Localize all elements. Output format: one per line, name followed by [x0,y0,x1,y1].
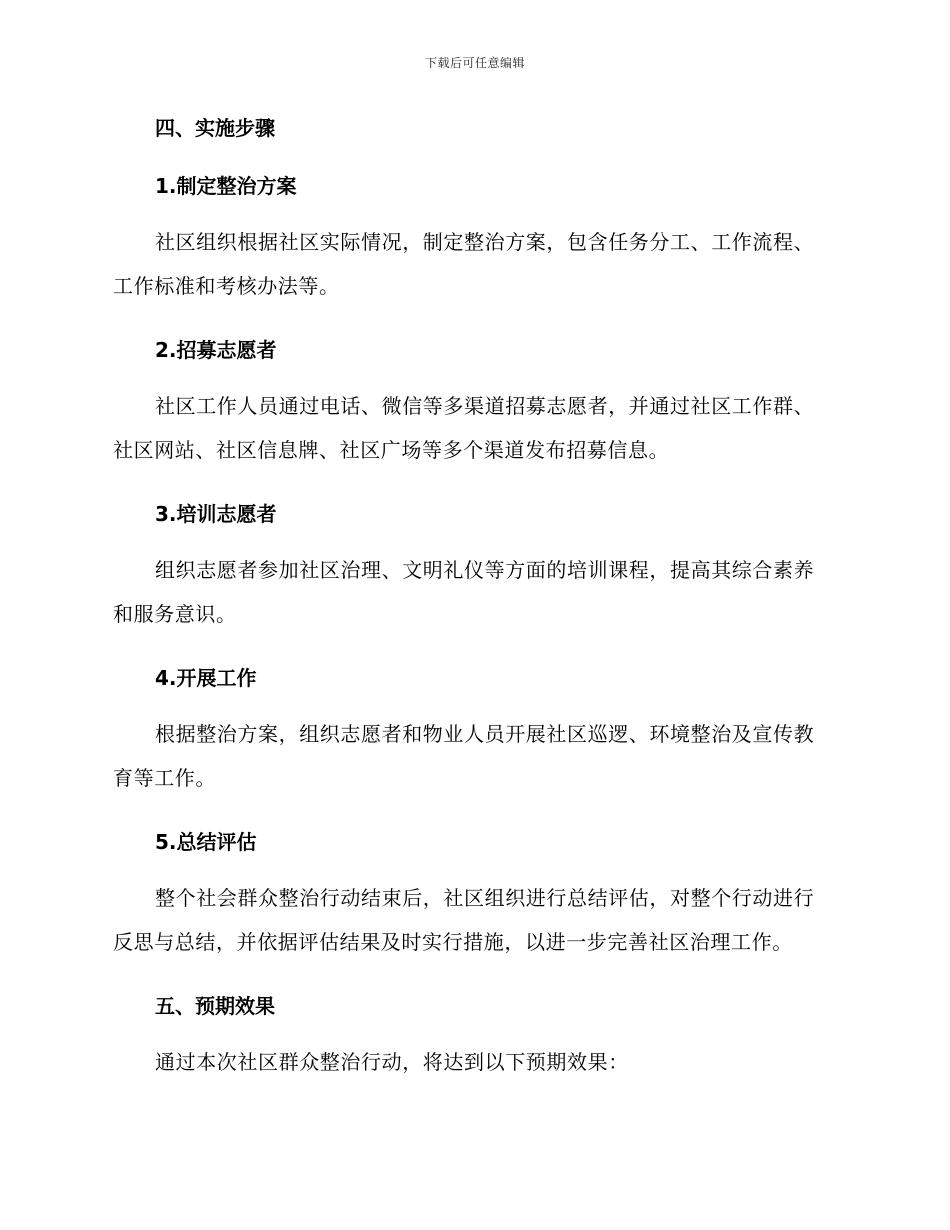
step-2-paragraph: 社区工作人员通过电话、微信等多渠道招募志愿者，并通过社区工作群、社区网站、社区信息牌、社区广场等多个渠道发布招募信息。 [113,394,815,462]
step-4-heading: 4.开展工作 [155,666,257,690]
section-heading-expected-effects: 五、预期效果 [155,994,275,1018]
page-header-note: 下载后可任意编辑 [424,56,525,70]
step-2-heading: 2.招募志愿者 [155,338,277,362]
section-heading-implementation-steps: 四、实施步骤 [155,116,275,140]
step-3-heading: 3.培训志愿者 [155,502,277,526]
step-1-heading: 1.制定整治方案 [155,174,297,198]
step-3-paragraph: 组织志愿者参加社区治理、文明礼仪等方面的培训课程，提高其综合素养和服务意识。 [113,558,815,626]
step-5-paragraph: 整个社会群众整治行动结束后，社区组织进行总结评估，对整个行动进行反思与总结，并依据评估结果及时实行措施，以进一步完善社区治理工作。 [113,886,815,954]
step-4-paragraph: 根据整治方案，组织志愿者和物业人员开展社区巡逻、环境整治及宣传教育等工作。 [113,722,815,790]
document-body [113,112,833,1084]
expected-effects-paragraph: 通过本次社区群众整治行动，将达到以下预期效果： [155,1050,629,1074]
step-5-heading: 5.总结评估 [155,830,257,854]
step-1-paragraph: 社区组织根据社区实际情况，制定整治方案，包含任务分工、工作流程、工作标准和考核办法等。 [113,230,815,298]
